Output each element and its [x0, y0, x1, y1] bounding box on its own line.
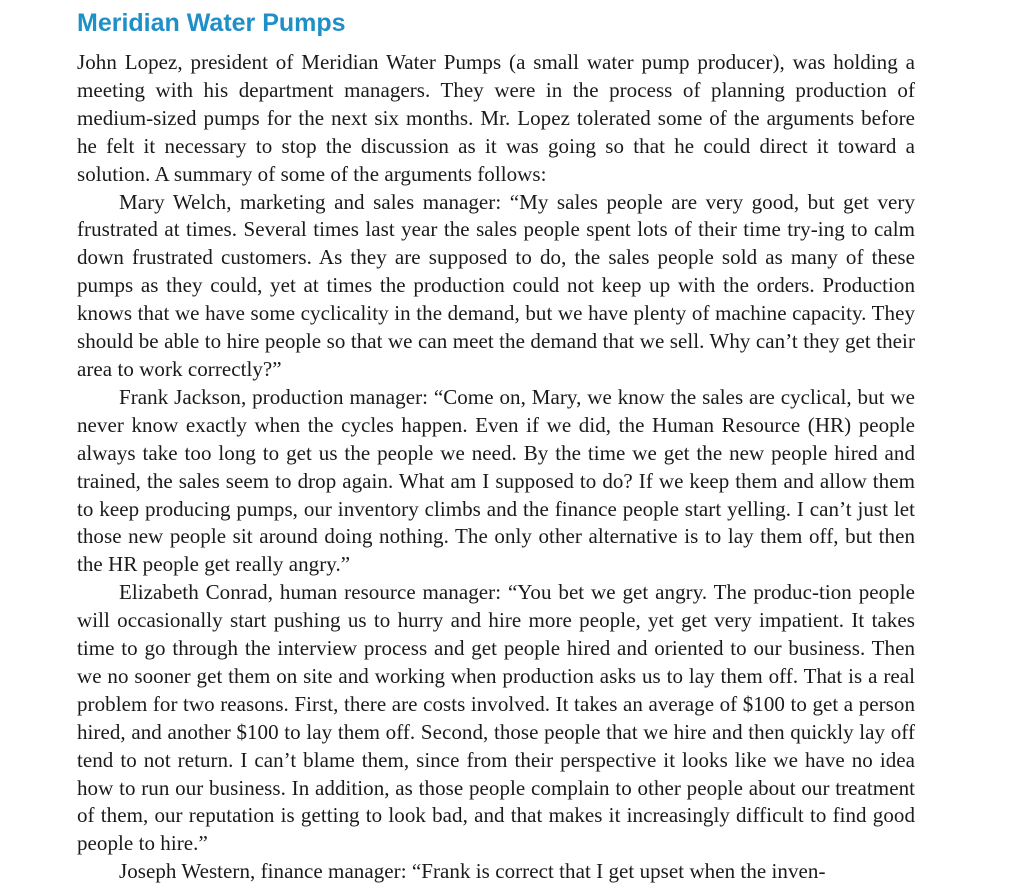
- paragraph-frank-jackson: Frank Jackson, production manager: “Come on, Mary, we know the sales are cyclical, but we never know exactly when the cycles happen. Even if we did, the Human Resource (HR) people always take too long to get us the people we need. By the time we get the new people hired and trained, the sales seem to drop again. What am I supposed to do? If we keep them and allow them to keep producing pumps, our inventory climbs and the finance people start yelling. I can’t just let those new people sit around doing nothing. The only other alternative is to lay them off, but then the HR people get really angry.”: [77, 384, 915, 577]
- case-title: Meridian Water Pumps: [77, 9, 346, 37]
- case-body: [77, 49, 915, 886]
- paragraph-intro: John Lopez, president of Meridian Water Pumps (a small water pump producer), was holding a meeting with his department managers. They were in the process of planning production of medium-sized pumps for the next six months. Mr. Lopez tolerated some of the arguments before he felt it necessary to stop the discussion as it was going so that he could direct it toward a solution. A summary of some of the arguments follows:: [77, 50, 915, 186]
- paragraph-mary-welch: Mary Welch, marketing and sales manager: “My sales people are very good, but get very frustrated at times. Several times last year the sales people spent lots of their time try-ing to calm down frustrated customers. As they are supposed to do, the sales people sold as many of these pumps as they could, yet at times the production could not keep up with the orders. Production knows that we have some cyclicality in the demand, but we have plenty of machine capacity. They should be able to hire people so that we can meet the demand that we sell. Why can’t they get their area to work correctly?”: [77, 189, 915, 381]
- paragraph-joseph-western: Joseph Western, finance manager: “Frank is correct that I get upset when the inven-: [119, 859, 826, 884]
- paragraph-elizabeth-conrad: Elizabeth Conrad, human resource manager: “You bet we get angry. The produc-tion people will occasionally start pushing us to hurry and hire more people, yet get very impatient. It takes time to go through the interview process and get people hired and oriented to our business. Then we no sooner get them on site and working when production asks us to lay them off. That is a real problem for two reasons. First, there are costs involved. It takes an average of $100 to get a person hired, and another $100 to lay them off. Second, those people that we hire and then quickly lay off tend to not return. I can’t blame them, since from their perspective it looks like we have no idea how to run our business. In addition, as those people complain to other people about our treatment of them, our reputation is getting to look bad, and that makes it increasingly difficult to find good people to hire.”: [77, 580, 915, 856]
